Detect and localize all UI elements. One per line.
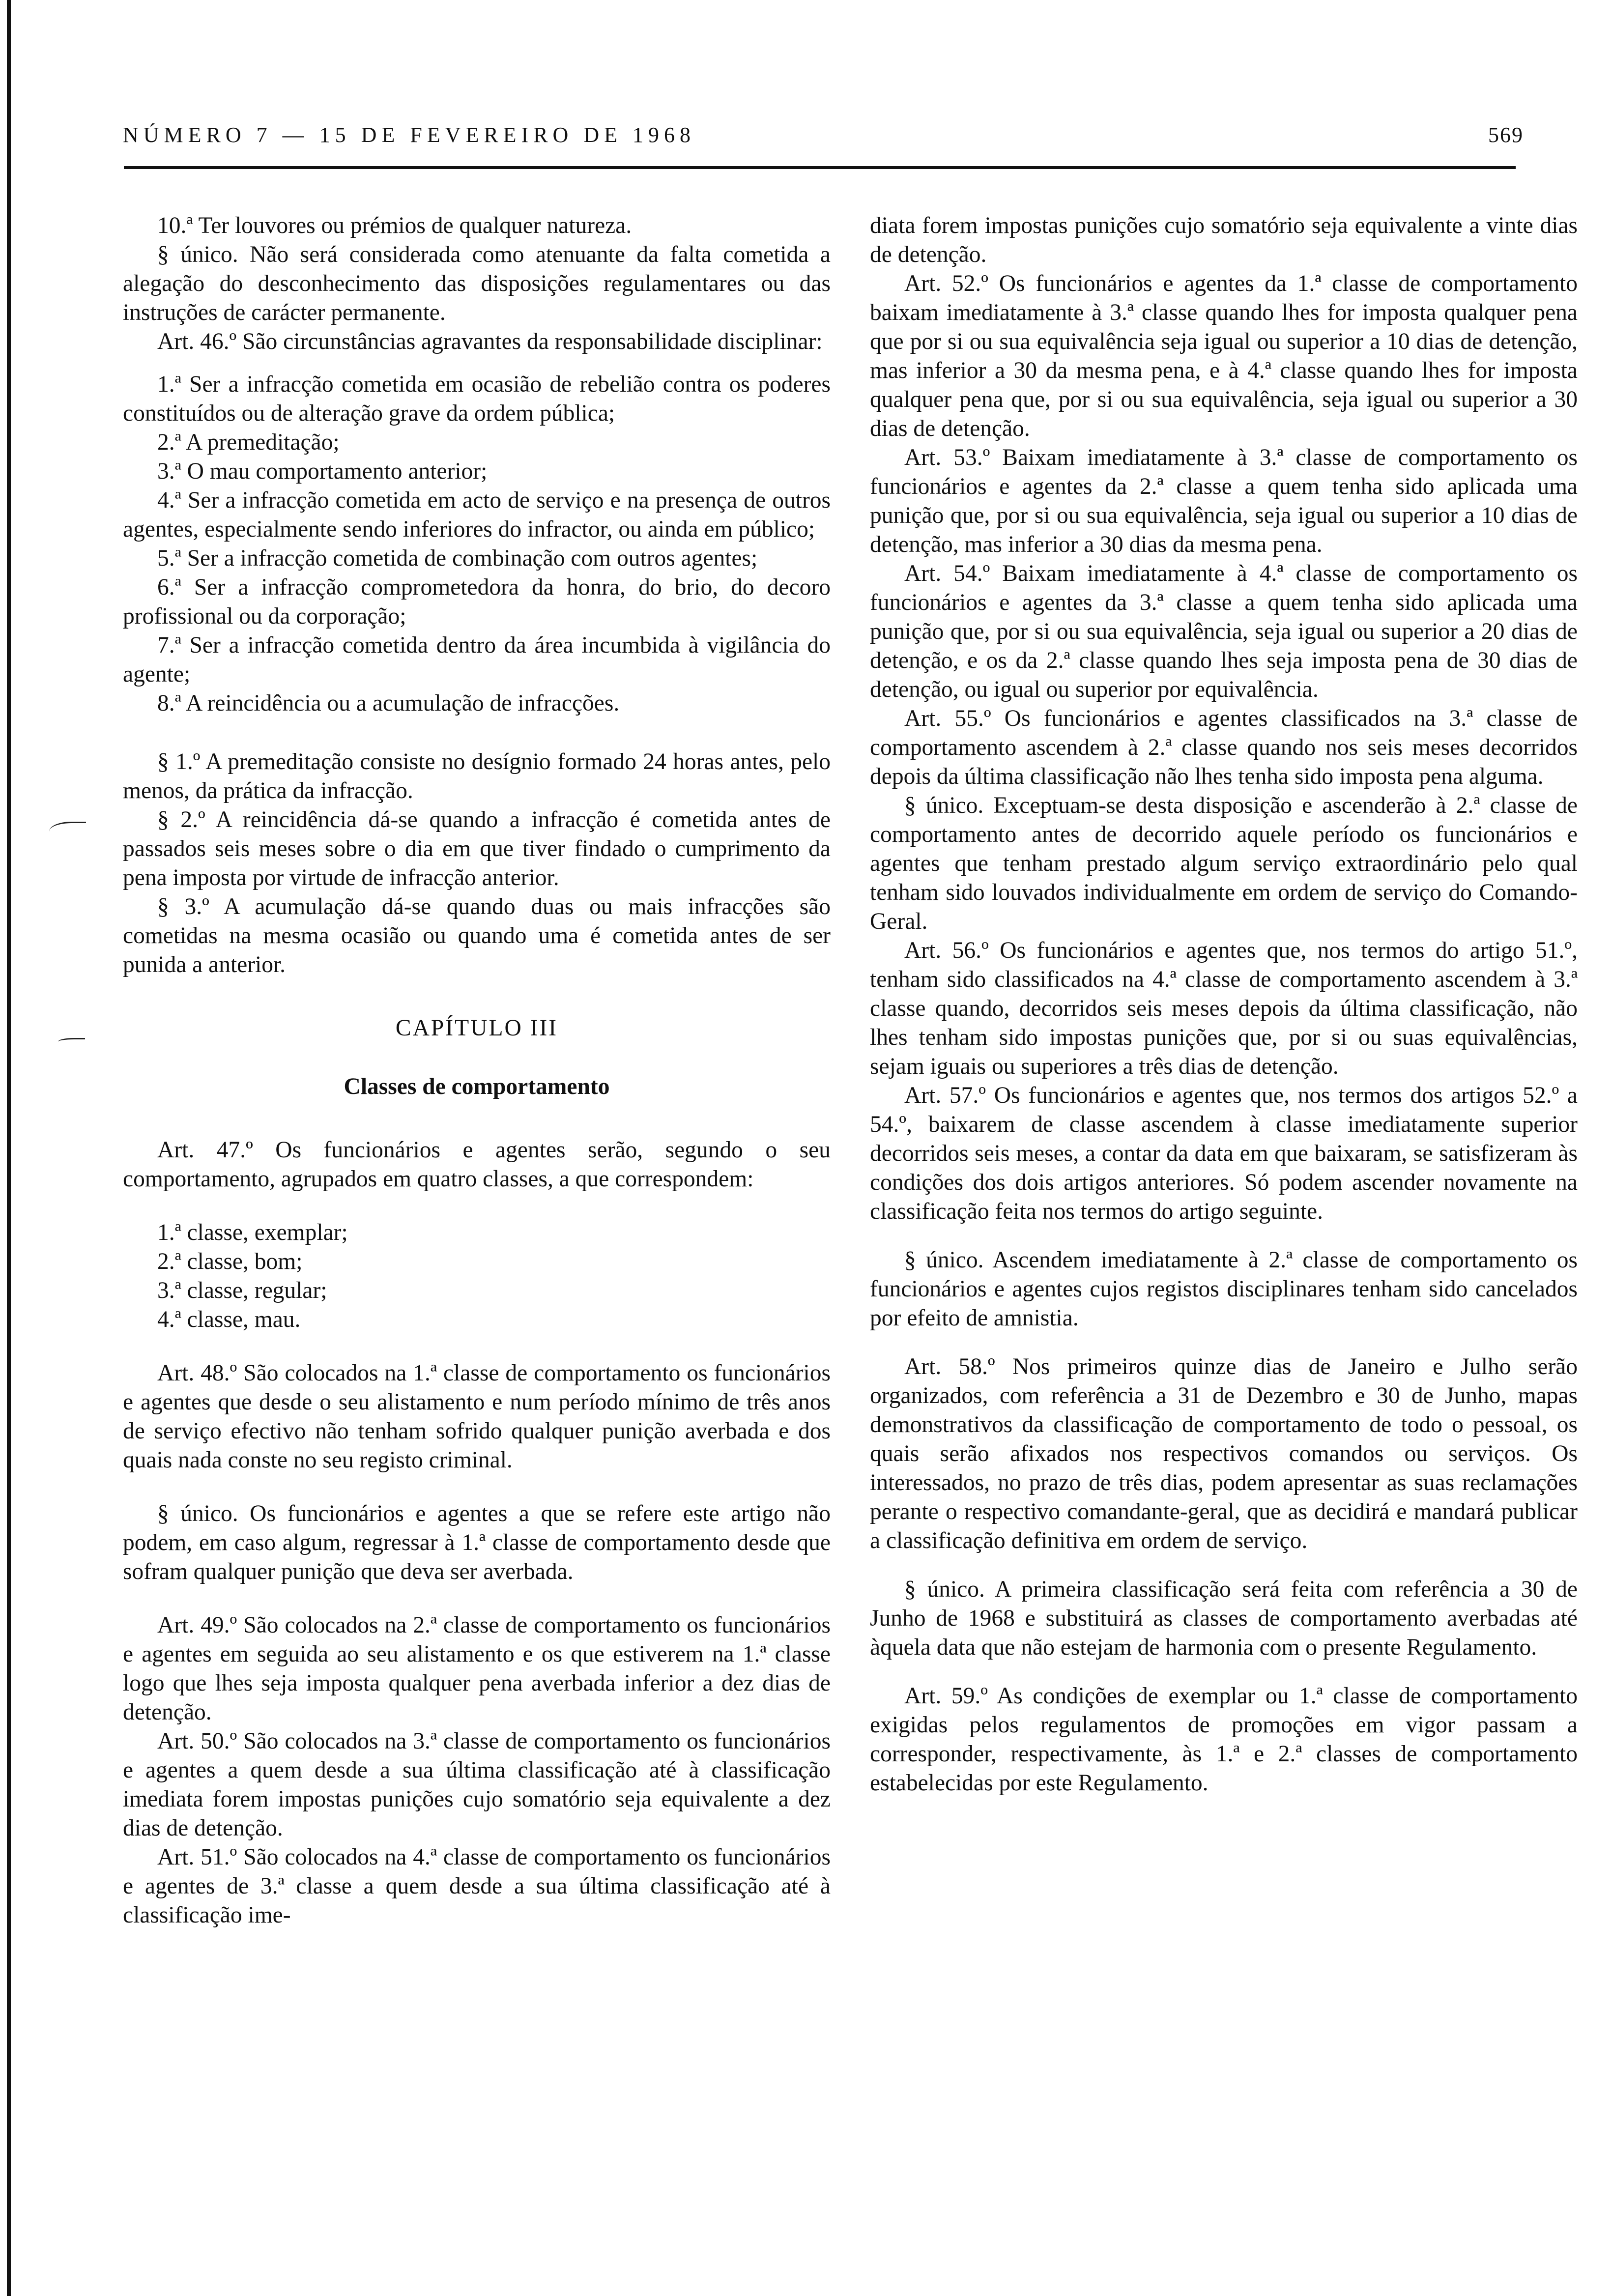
list-item: 8.ª A reincidência ou a acumulação de infracções.	[157, 690, 620, 716]
article-51-continued: diata forem impostas punições cujo somatório seja equivalente a vinte dias de detenção.	[870, 213, 1578, 267]
article-49: Art. 49.º São colocados na 2.ª classe de comportamento os funcionários e agentes em seguida ao seu alistamento e os que estiverem na 1.ª classe logo que lhes seja imposta qualquer pena averbada inferior a dez dias de detenção.	[123, 1612, 831, 1725]
list-item: 2.ª A premeditação;	[157, 430, 340, 455]
article-47: Art. 47.º Os funcionários e agentes serão, segundo o seu comportamento, agrupados em quatro classes, a que correspondem:	[123, 1137, 831, 1192]
article-46: Art. 46.º São circunstâncias agravantes da responsabilidade disciplinar:	[157, 329, 823, 354]
article-56: Art. 56.º Os funcionários e agentes que, nos termos do artigo 51.º, tenham sido classificados na 4.ª classe de comportamento ascendem à 3.ª classe quando, decorridos seis meses depois da última classificação, não lhes tenham sido impostas punições que, por si ou suas equivalências, sejam iguais ou superiores a três dias de detenção.	[870, 938, 1578, 1079]
list-item: 5.ª Ser a infracção cometida de combinação com outros agentes;	[157, 545, 758, 571]
article-55: Art. 55.º Os funcionários e agentes classificados na 3.ª classe de comportamento ascendem à 2.ª classe quando nos seis meses decorridos depois da última classificação não lhes tenha sido imposta pena alguma.	[870, 706, 1578, 789]
article-58-unico: § único. A primeira classificação será feita com referência a 30 de Junho de 1968 e substituirá as classes de comportamento averbadas até àquela data que não estejam de harmonia com o presente Regulamento.	[870, 1577, 1578, 1660]
article-51: Art. 51.º São colocados na 4.ª classe de comportamento os funcionários e agentes de 3.ª classe a quem desde a sua última classificação até à classificação ime-	[123, 1844, 831, 1928]
page-number: 569	[1488, 123, 1524, 147]
article-59: Art. 59.º As condições de exemplar ou 1.ª classe de comportamento exigidas pelos regulamentos de promoções em vigor passam a corresponder, respectivamente, às 1.ª e 2.ª classes de comportamento estabelecidas por este Regulamento.	[870, 1683, 1578, 1796]
article-58: Art. 58.º Nos primeiros quinze dias de Janeiro e Julho serão organizados, com referência a 31 de Dezembro e 30 de Junho, mapas demonstrativos da classificação de comportamento de todo o pessoal, os quais serão afixados nos respectivos comandos ou serviços. Os interessados, no prazo de três dias, podem apresentar as suas reclamações perante o respectivo comandante-geral, que as decidirá e mandará publicar a classificação definitiva em ordem de serviço.	[870, 1354, 1578, 1553]
article-57: Art. 57.º Os funcionários e agentes que, nos termos dos artigos 52.º a 54.º, baixarem de classe ascendem à classe imediatamente superior decorridos seis meses, a contar da data em que baixaram, se satisfizeram às condições dos dois artigos anteriores. Só podem ascender novamente na classificação feita nos termos do artigo seguinte.	[870, 1083, 1578, 1224]
issue-date: NÚMERO 7 — 15 DE FEVEREIRO DE 1968	[123, 123, 695, 147]
class-item: 3.ª classe, regular;	[157, 1278, 327, 1303]
scan-border	[7, 0, 11, 2296]
article-53: Art. 53.º Baixam imediatamente à 3.ª classe de comportamento os funcionários e agentes da 2.ª classe a quem tenha sido aplicada uma punição que, por si ou sua equivalência, seja igual ou superior a 10 dias de detenção, mas inferior a 30 dias da mesma pena.	[870, 445, 1578, 557]
list-item: 6.ª Ser a infracção comprometedora da honra, do brio, do decoro profissional ou da corporação;	[123, 574, 831, 629]
article-48: Art. 48.º São colocados na 1.ª classe de comportamento os funcionários e agentes que desde o seu alistamento e num período mínimo de três anos de serviço efectivo não tenham sofrido qualquer punição averbada e dos quais nada conste no seu registo criminal.	[123, 1360, 831, 1473]
paragraph-1: § 1.º A premeditação consiste no desígnio formado 24 horas antes, pelo menos, da prática da infracção.	[123, 749, 831, 804]
chapter-heading: CAPÍTULO III	[395, 1015, 558, 1041]
article-52: Art. 52.º Os funcionários e agentes da 1.ª classe de comportamento baixam imediatamente à 3.ª classe quando lhes for imposta qualquer pena que por si ou sua equivalência seja igual ou superior a 10 dias de detenção, mas inferior a 30 da mesma pena, e à 4.ª classe quando lhes for imposta qualquer pena que, por si ou sua equivalência, seja igual ou superior a 30 dias de detenção.	[870, 271, 1578, 441]
article-55-unico: § único. Exceptuam-se desta disposição e ascenderão à 2.ª classe de comportamento antes de decorrido aquele período os funcionários e agentes que tenham prestado algum serviço extraordinário pelo qual tenham sido louvados individualmente em ordem de serviço do Comando-Geral.	[870, 793, 1578, 934]
article-50: Art. 50.º São colocados na 3.ª classe de comportamento os funcionários e agentes a quem desde a sua última classificação até à classificação imediata forem impostas punições cujo somatório seja equivalente a dez dias de detenção.	[123, 1728, 831, 1841]
pencil-mark	[49, 822, 86, 838]
class-item: 1.ª classe, exemplar;	[157, 1220, 348, 1245]
left-column	[123, 211, 831, 1930]
right-column	[870, 211, 1578, 1798]
list-item: 4.ª Ser a infracção cometida em acto de serviço e na presença de outros agentes, especialmente sendo inferiores do infractor, ou ainda em público;	[123, 488, 831, 542]
running-header	[123, 108, 1524, 147]
list-item: 7.ª Ser a infracção cometida dentro da área incumbida à vigilância do agente;	[123, 632, 831, 687]
pencil-mark	[58, 1038, 85, 1044]
paragraph-2: § 2.º A reincidência dá-se quando a infracção é cometida antes de passados seis meses sobre o dia em que tiver findado o cumprimento da pena imposta por virtude de infracção anterior.	[123, 807, 831, 890]
chapter-title: Classes de comportamento	[344, 1074, 610, 1099]
list-item: 3.ª O mau comportamento anterior;	[157, 459, 488, 484]
class-item: 4.ª classe, mau.	[157, 1307, 301, 1332]
class-item: 2.ª classe, bom;	[157, 1249, 303, 1274]
article-48-unico: § único. Os funcionários e agentes a que se refere este artigo não podem, em caso algum, regressar à 1.ª classe de comportamento desde que sofram qualquer punição que deva ser averbada.	[123, 1501, 831, 1584]
paragraph-unico: § único. Não será considerada como atenuante da falta cometida a alegação do desconhecimento das disposições regulamentares ou das instruções de carácter permanente.	[123, 242, 831, 325]
list-item: 1.ª Ser a infracção cometida em ocasião de rebelião contra os poderes constituídos ou de alteração grave da ordem pública;	[123, 372, 831, 426]
paragraph: 10.ª Ter louvores ou prémios de qualquer natureza.	[157, 213, 632, 238]
article-57-unico: § único. Ascendem imediatamente à 2.ª classe de comportamento os funcionários e agentes cujos registos disciplinares tenham sido cancelados por efeito de amnistia.	[870, 1247, 1578, 1331]
article-54: Art. 54.º Baixam imediatamente à 4.ª classe de comportamento os funcionários e agentes da 3.ª classe a quem tenha sido aplicada uma punição que, por si ou sua equivalência, seja igual ou superior a 20 dias de detenção, e os da 2.ª classe quando lhes seja imposta pena de 30 dias de detenção, ou igual ou superior por equivalência.	[870, 561, 1578, 702]
paragraph-3: § 3.º A acumulação dá-se quando duas ou mais infracções são cometidas na mesma ocasião ou quando uma é cometida antes de ser punida a anterior.	[123, 894, 831, 977]
header-rule	[124, 166, 1516, 169]
